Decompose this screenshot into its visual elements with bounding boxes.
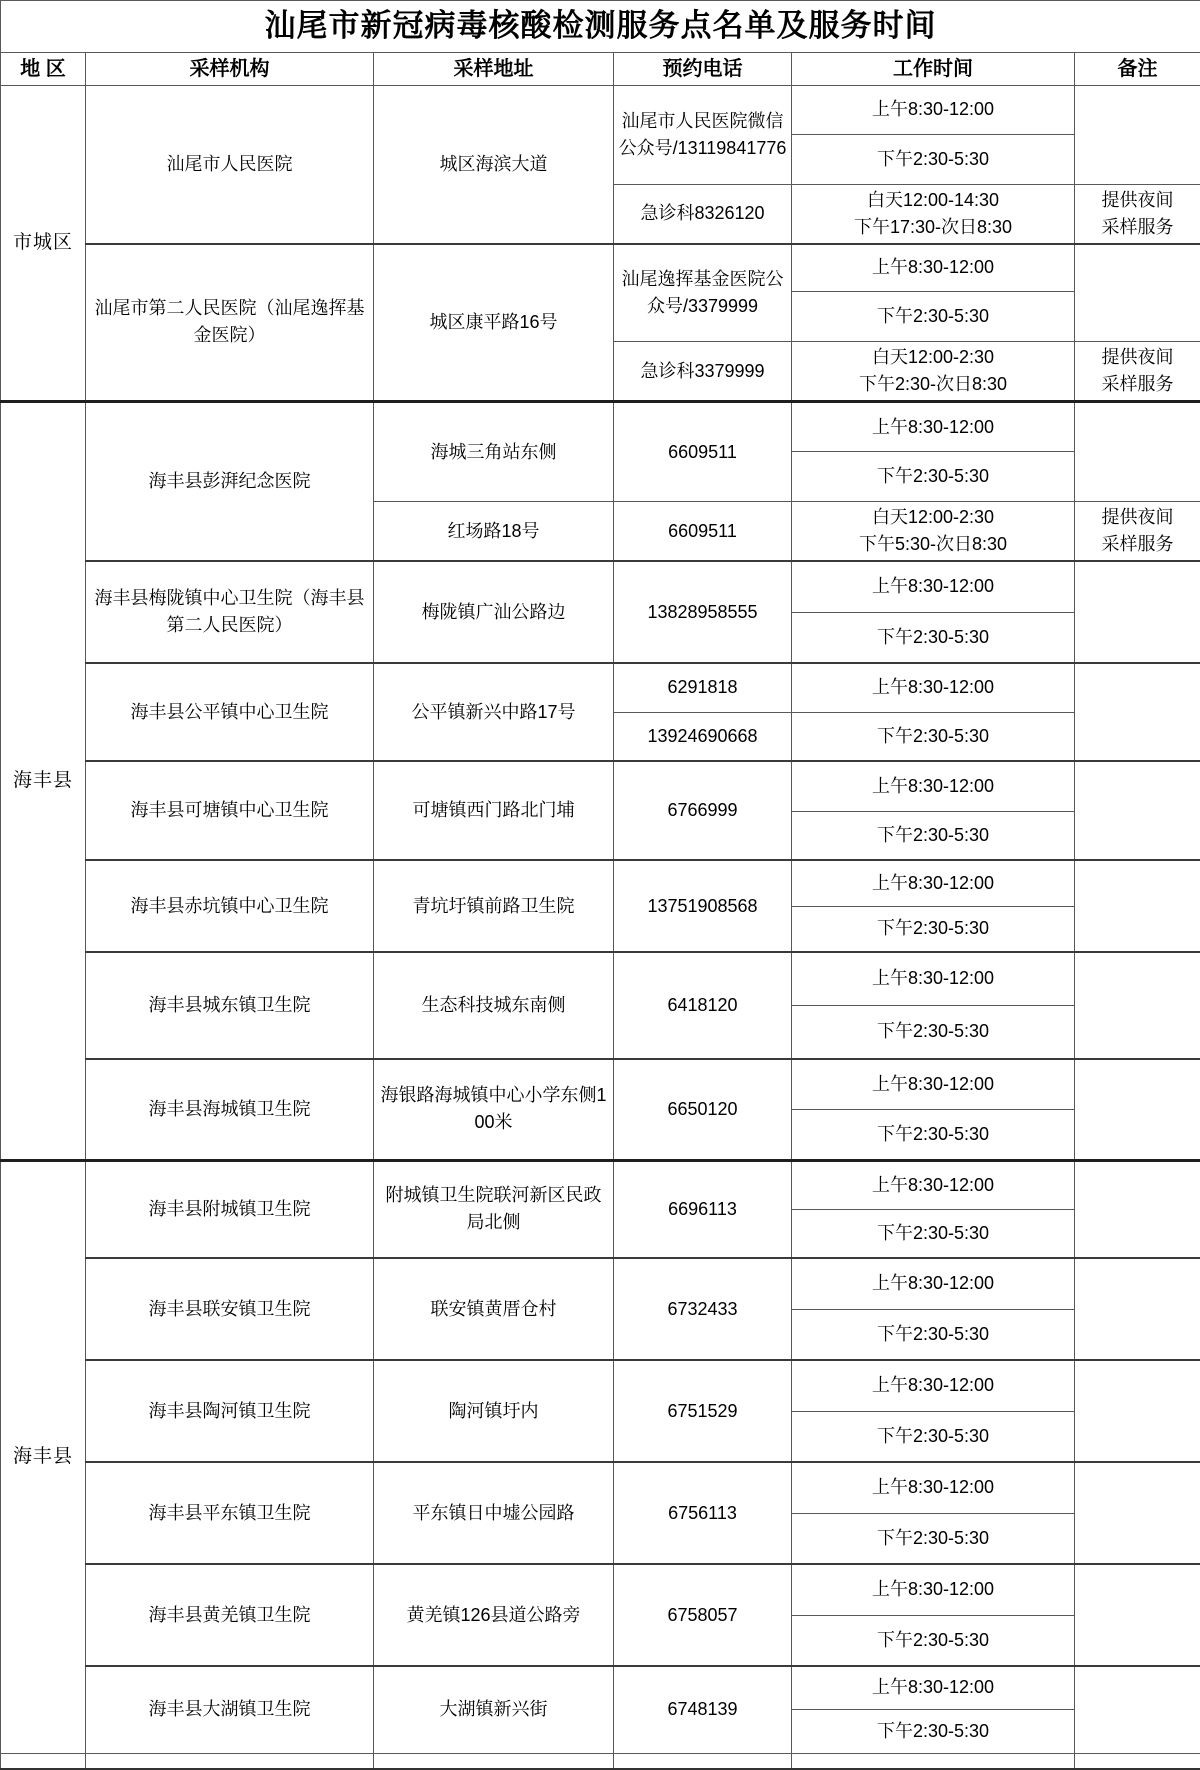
phone-cell: 6756113 — [614, 1462, 792, 1564]
phone-cell: 13751908568 — [614, 860, 792, 952]
hours-pm-cell: 下午2:30-5:30 — [792, 612, 1075, 663]
address-cell: 联安镇黄厝仓村 — [374, 1258, 614, 1360]
org-cell: 汕尾市人民医院 — [86, 85, 374, 244]
note-cell: 提供夜间采样服务 — [1075, 502, 1200, 562]
page-title: 汕尾市新冠病毒核酸检测服务点名单及服务时间 — [1, 1, 1200, 53]
address-cell: 可塘镇西门路北门埔 — [374, 761, 614, 860]
note-cell — [1075, 1258, 1200, 1360]
phone-cell: 急诊科8326120 — [614, 184, 792, 244]
note-cell — [1075, 952, 1200, 1059]
col-header-org: 采样机构 — [86, 52, 374, 85]
hours-night-cell — [792, 342, 1075, 402]
hours-day-line: 白天12:00-2:30 — [796, 344, 1070, 371]
hours-am-cell: 上午8:30-12:00 — [792, 1258, 1075, 1309]
hours-pm-cell: 下午2:30-5:30 — [792, 1309, 1075, 1360]
hours-am-cell: 上午8:30-12:00 — [792, 1059, 1075, 1109]
address-cell: 生态科技城东南侧 — [374, 952, 614, 1059]
col-header-note: 备注 — [1075, 52, 1200, 85]
phone-cell: 6609511 — [614, 402, 792, 502]
org-cell: 海丰县梅陇镇中心卫生院（海丰县第二人民医院） — [86, 561, 374, 663]
phone-cell: 6766999 — [614, 761, 792, 860]
hours-day-line: 白天12:00-14:30 — [796, 187, 1070, 214]
hours-night-line: 下午5:30-次日8:30 — [796, 531, 1070, 558]
col-header-address: 采样地址 — [374, 52, 614, 85]
hours-night-line: 下午17:30-次日8:30 — [796, 214, 1070, 241]
address-cell: 青坑圩镇前路卫生院 — [374, 860, 614, 952]
note-cell: 提供夜间采样服务 — [1075, 342, 1200, 402]
hours-am-cell: 上午8:30-12:00 — [792, 1564, 1075, 1615]
hours-am-cell: 上午8:30-12:00 — [792, 402, 1075, 452]
org-cell: 海丰县大湖镇卫生院 — [86, 1666, 374, 1753]
note-cell — [1075, 1564, 1200, 1666]
note-cell — [1075, 1666, 1200, 1753]
org-cell: 海丰县联安镇卫生院 — [86, 1258, 374, 1360]
hours-pm-cell: 下午2:30-5:30 — [792, 452, 1075, 502]
hours-pm-cell: 下午2:30-5:30 — [792, 1209, 1075, 1258]
note-cell — [1075, 1360, 1200, 1462]
phone-cell: 13924690668 — [614, 712, 792, 761]
phone-cell: 6751529 — [614, 1360, 792, 1462]
org-cell: 海丰县城东镇卫生院 — [86, 952, 374, 1059]
phone-cell: 6758057 — [614, 1564, 792, 1666]
hours-day-line: 白天12:00-2:30 — [796, 504, 1070, 531]
hours-pm-cell: 下午2:30-5:30 — [792, 1709, 1075, 1753]
hours-pm-cell: 下午2:30-5:30 — [792, 712, 1075, 761]
address-cell: 陶河镇圩内 — [374, 1360, 614, 1462]
phone-cell: 汕尾逸挥基金医院公众号/3379999 — [614, 244, 792, 342]
hours-pm-cell: 下午2:30-5:30 — [792, 1615, 1075, 1666]
address-cell: 城区康平路16号 — [374, 244, 614, 402]
note-cell — [1075, 244, 1200, 342]
note-cell — [1075, 1059, 1200, 1160]
address-cell: 红场路18号 — [374, 502, 614, 562]
hours-pm-cell: 下午2:30-5:30 — [792, 292, 1075, 342]
note-cell — [1075, 761, 1200, 860]
address-cell: 公平镇新兴中路17号 — [374, 663, 614, 761]
region-cell: 海丰县 — [1, 1160, 86, 1753]
hours-am-cell: 上午8:30-12:00 — [792, 1360, 1075, 1411]
hours-am-cell: 上午8:30-12:00 — [792, 85, 1075, 134]
phone-cell — [614, 1753, 792, 1769]
note-cell — [1075, 561, 1200, 663]
phone-cell: 汕尾市人民医院微信公众号/13119841776 — [614, 85, 792, 184]
note-cell: 提供夜间采样服务 — [1075, 184, 1200, 244]
org-cell: 海丰县赤坑镇中心卫生院 — [86, 860, 374, 952]
address-cell: 黄羌镇126县道公路旁 — [374, 1564, 614, 1666]
address-cell: 附城镇卫生院联河新区民政局北侧 — [374, 1160, 614, 1258]
hours-pm-cell: 下午2:30-5:30 — [792, 1005, 1075, 1059]
phone-cell: 6696113 — [614, 1160, 792, 1258]
address-cell: 平东镇日中墟公园路 — [374, 1462, 614, 1564]
org-cell: 汕尾市第二人民医院（汕尾逸挥基金医院） — [86, 244, 374, 402]
org-cell: 海丰县平东镇卫生院 — [86, 1462, 374, 1564]
hours-am-cell: 上午8:30-12:00 — [792, 244, 1075, 292]
org-cell: 海丰县可塘镇中心卫生院 — [86, 761, 374, 860]
note-cell — [1075, 1160, 1200, 1258]
address-cell: 海城三角站东侧 — [374, 402, 614, 502]
phone-cell: 6418120 — [614, 952, 792, 1059]
hours-pm-cell: 下午2:30-5:30 — [792, 811, 1075, 860]
org-cell: 海丰县公平镇中心卫生院 — [86, 663, 374, 761]
hours-am-cell — [792, 1753, 1075, 1769]
hours-am-cell: 上午8:30-12:00 — [792, 761, 1075, 811]
address-cell: 海银路海城镇中心小学东侧100米 — [374, 1059, 614, 1160]
col-header-phone: 预约电话 — [614, 52, 792, 85]
region-cell: 海丰县 — [1, 402, 86, 1161]
org-cell: 海丰县陶河镇卫生院 — [86, 1360, 374, 1462]
hours-pm-cell: 下午2:30-5:30 — [792, 1411, 1075, 1462]
region-cell — [1, 1753, 86, 1769]
address-cell: 城区海滨大道 — [374, 85, 614, 244]
col-header-hours: 工作时间 — [792, 52, 1075, 85]
org-cell: 海丰县黄羌镇卫生院 — [86, 1564, 374, 1666]
phone-cell: 6291818 — [614, 663, 792, 712]
hours-am-cell: 上午8:30-12:00 — [792, 663, 1075, 712]
org-cell: 海丰县彭湃纪念医院 — [86, 402, 374, 562]
note-cell — [1075, 85, 1200, 184]
hours-pm-cell: 下午2:30-5:30 — [792, 134, 1075, 184]
address-cell: 大湖镇新兴街 — [374, 1666, 614, 1753]
phone-cell: 6732433 — [614, 1258, 792, 1360]
hours-night-line: 下午2:30-次日8:30 — [796, 371, 1070, 398]
hours-am-cell: 上午8:30-12:00 — [792, 1666, 1075, 1709]
note-cell — [1075, 663, 1200, 761]
hours-am-cell: 上午8:30-12:00 — [792, 1160, 1075, 1209]
hours-am-cell: 上午8:30-12:00 — [792, 1462, 1075, 1513]
org-cell: 海丰县附城镇卫生院 — [86, 1160, 374, 1258]
col-header-region: 地 区 — [1, 52, 86, 85]
phone-cell: 6748139 — [614, 1666, 792, 1753]
address-cell: 梅陇镇广汕公路边 — [374, 561, 614, 663]
address-cell — [374, 1753, 614, 1769]
phone-cell: 13828958555 — [614, 561, 792, 663]
note-cell — [1075, 1462, 1200, 1564]
hours-night-cell — [792, 184, 1075, 244]
hours-pm-cell: 下午2:30-5:30 — [792, 1513, 1075, 1564]
hours-pm-cell: 下午2:30-5:30 — [792, 906, 1075, 952]
hours-pm-cell: 下午2:30-5:30 — [792, 1109, 1075, 1160]
note-cell — [1075, 1753, 1200, 1769]
org-cell: 海丰县海城镇卫生院 — [86, 1059, 374, 1160]
hours-am-cell: 上午8:30-12:00 — [792, 952, 1075, 1005]
note-cell — [1075, 860, 1200, 952]
hours-am-cell: 上午8:30-12:00 — [792, 860, 1075, 906]
org-cell — [86, 1753, 374, 1769]
hours-night-cell — [792, 502, 1075, 562]
hours-am-cell: 上午8:30-12:00 — [792, 561, 1075, 612]
phone-cell: 6609511 — [614, 502, 792, 562]
phone-cell: 6650120 — [614, 1059, 792, 1160]
region-cell: 市城区 — [1, 85, 86, 402]
note-cell — [1075, 402, 1200, 502]
phone-cell: 急诊科3379999 — [614, 342, 792, 402]
